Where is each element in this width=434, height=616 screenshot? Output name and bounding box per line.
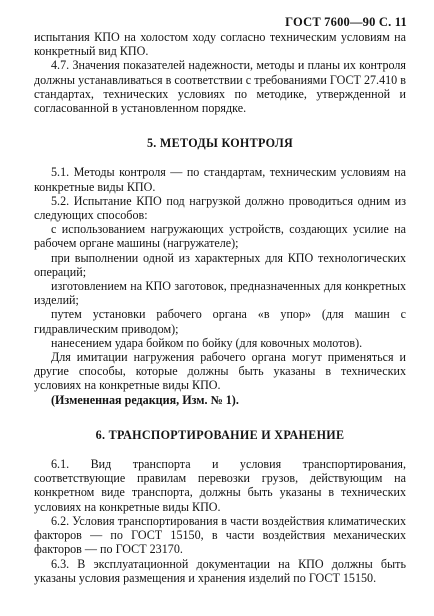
page-header: ГОСТ 7600—90 С. 11 (285, 15, 407, 29)
paragraph-6-1: 6.1. Вид транспорта и условия транспортирования, соответствующие правилам перевозки грузов, действующим на конкретном виде транспорта, должны быть указаны в технических условиях на конкретные виды КПО. (34, 457, 406, 514)
section-6-heading: 6. ТРАНСПОРТИРОВАНИЕ И ХРАНЕНИЕ (95, 427, 345, 442)
paragraph-other-methods: Для имитации нагружения рабочего органа могут применяться и другие способы, которые должны быть указаны в технических условиях на конкретные виды КПО. (34, 350, 406, 393)
section-5-heading: 5. МЕТОДЫ КОНТРОЛЯ (146, 136, 294, 151)
paragraph-6-3: 6.3. В эксплуатационной документации на КПО должны быть указаны условия размещения и хранения изделий по ГОСТ 15150. (34, 556, 406, 585)
list-item-blanks-manufacturing: изготовлением на КПО заготовок, предназначенных для конкретных изделий; (34, 279, 406, 308)
list-item-stop-position: путем установки рабочего органа «в упор» (для машин с гидравлическим приводом); (34, 307, 406, 336)
paragraph-6-2: 6.2. Условия транспортирования в части воздействия климатических факторов — по ГОСТ 15150, в части воздействия механических факторов — по ГОСТ 23170. (34, 513, 406, 557)
paragraph-5-2: 5.2. Испытание КПО под нагрузкой должно проводиться одним из следующих способов: (34, 193, 406, 223)
list-item-loading-devices: с использованием нагружающих устройств, создающих усилие на рабочем органе машины (нагружателе); (34, 222, 406, 251)
paragraph-5-1: 5.1. Методы контроля — по стандартам, техническим условиям на конкретные виды КПО. (34, 165, 406, 194)
spacer (34, 115, 406, 136)
document-body (34, 30, 406, 585)
list-item-technological-operations: при выполнении одной из характерных для КПО технологических операций; (34, 250, 406, 279)
amendment-note: (Измененная редакция, Изм. № 1). (51, 392, 239, 407)
list-item-die-impact: нанесением удара бойком по бойку (для ковочных молотов). (51, 335, 363, 350)
paragraph-continued: испытания КПО на холостом ходу согласно техническим условиям на конкретный вид КПО. (34, 30, 406, 59)
spacer (34, 442, 406, 457)
paragraph-4-7: 4.7. Значения показателей надежности, методы и планы их контроля должны устанавливаться в соответствии с требованиями ГОСТ 27.410 в стандартах, технических условиях по методике, утвержденной и согласованной в установленном порядке. (34, 58, 406, 116)
spacer (34, 150, 406, 165)
spacer (34, 407, 406, 428)
